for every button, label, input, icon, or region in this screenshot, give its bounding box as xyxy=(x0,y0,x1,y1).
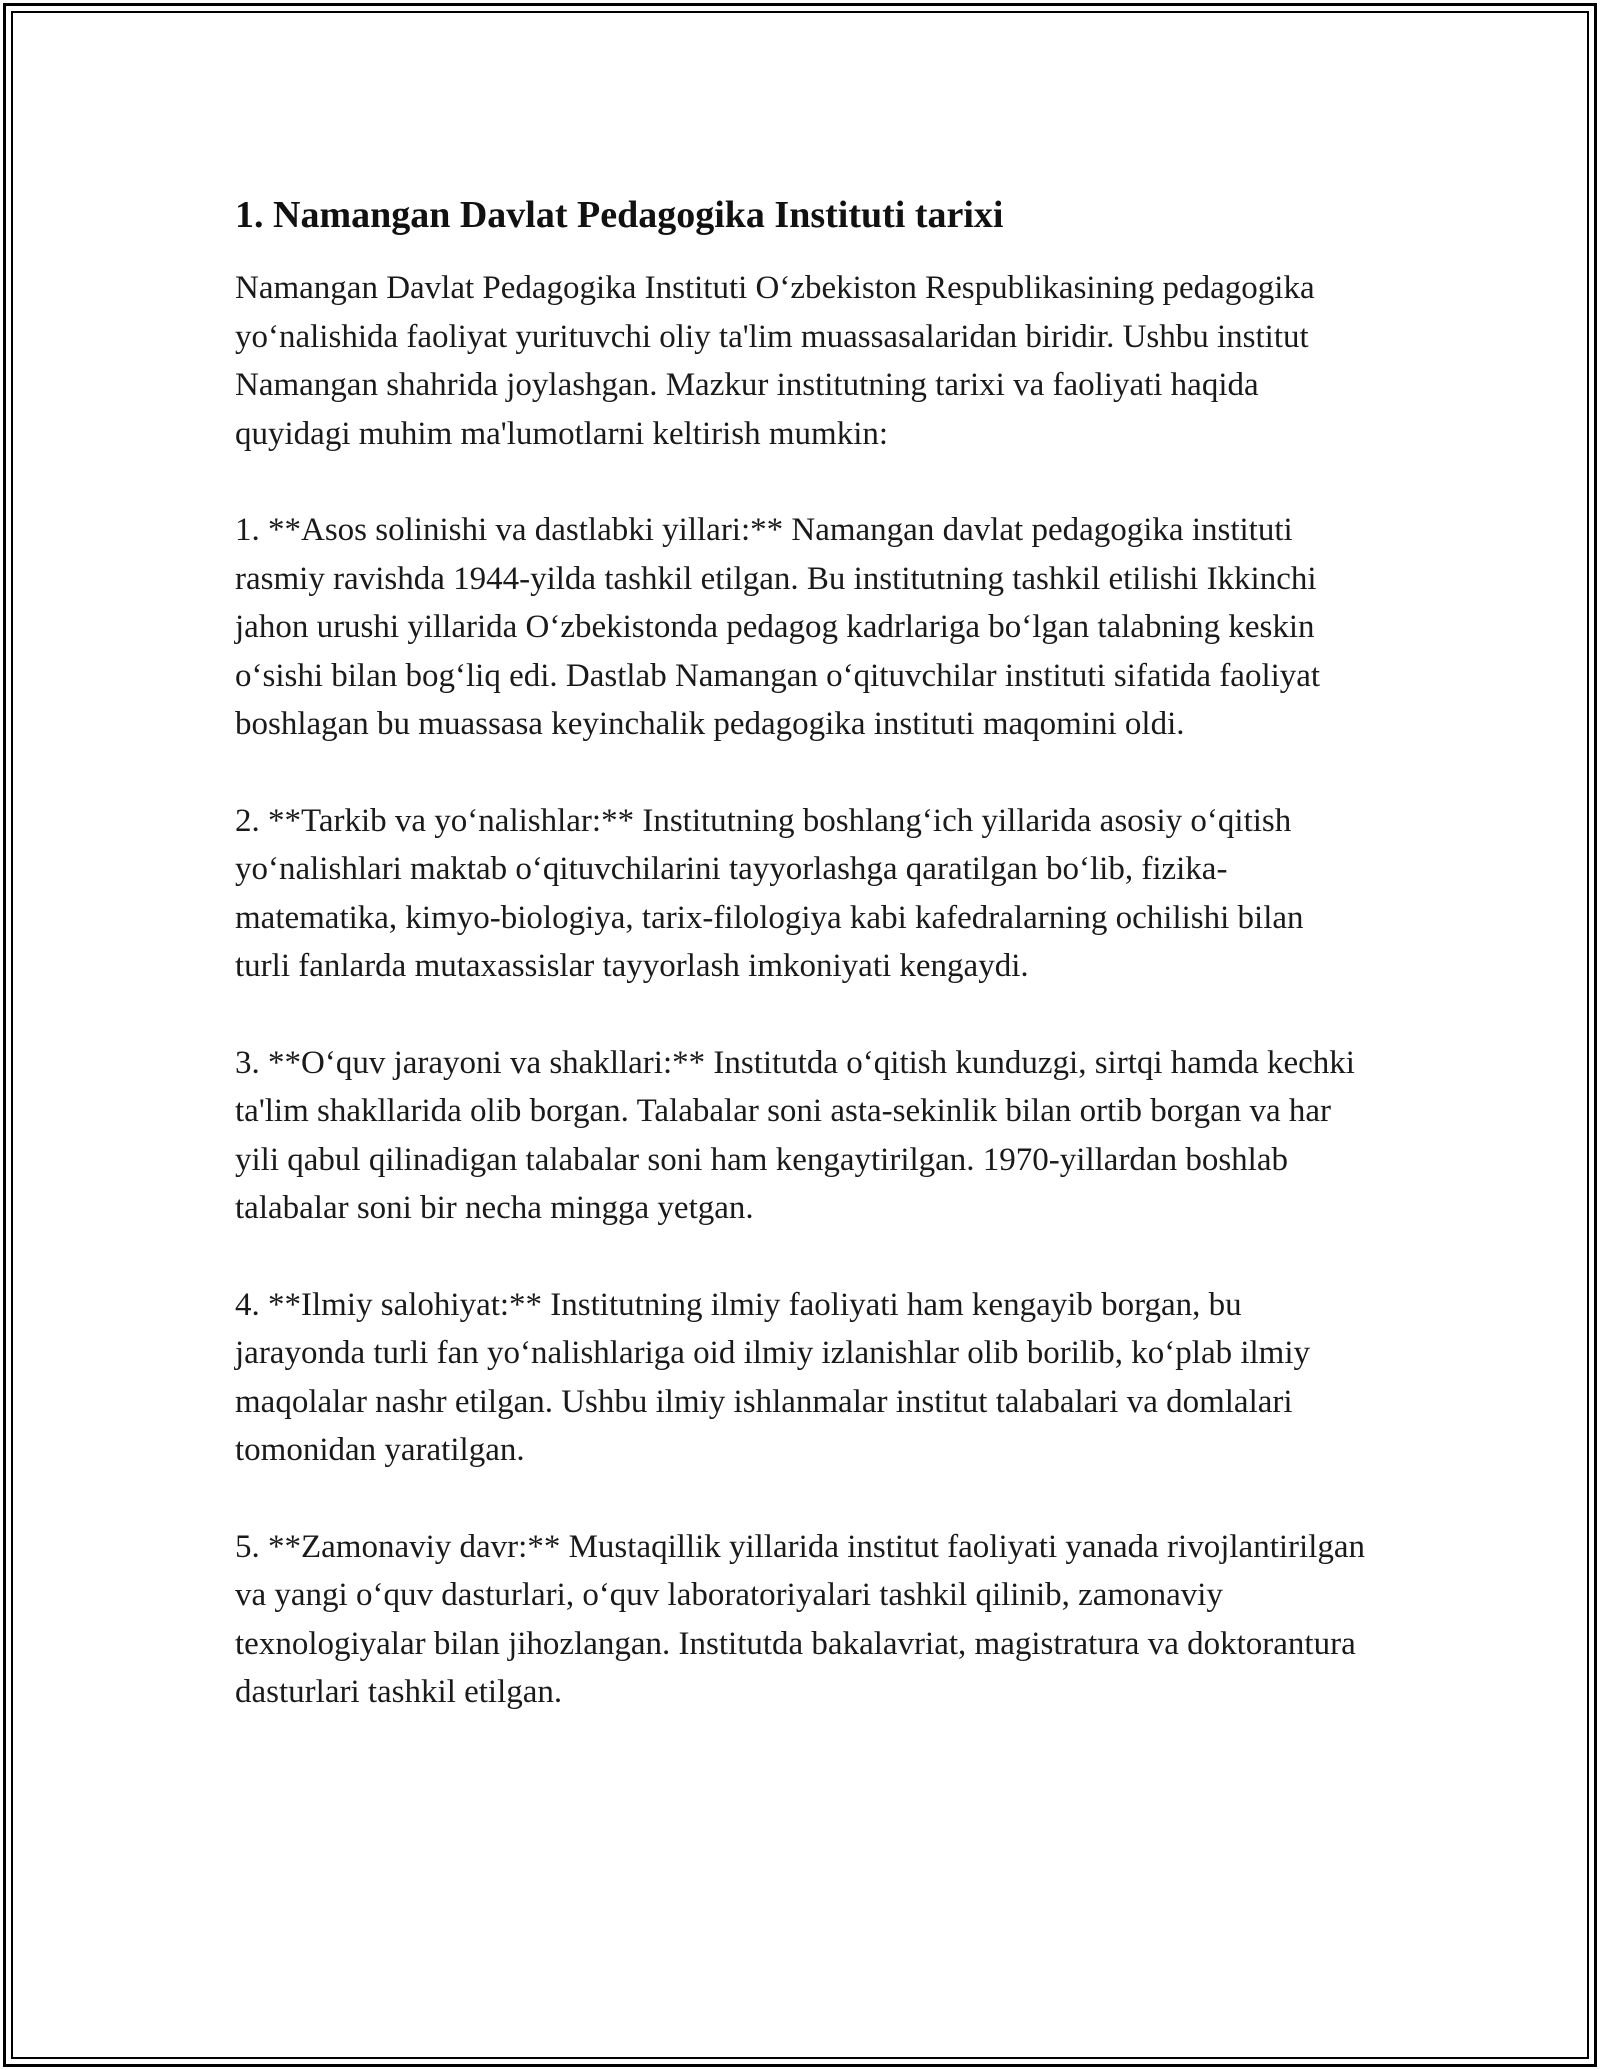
paragraph-education-process: 3. **O‘quv jarayoni va shakllari:** Institutda o‘qitish kunduzgi, sirtqi hamda kechki ta'lim shakllarida olib borgan. Talabalar soni asta-sekinlik bilan ortib borgan va har yili qabul qilinadigan talabalar soni ham kengaytirilgan. 1970-yillardan boshlab talabalar soni bir necha mingga yetgan. xyxy=(235,1044,1355,1226)
document-title: 1. Namangan Davlat Pedagogika Instituti tarixi xyxy=(235,194,1004,236)
paragraph-modern-era: 5. **Zamonaviy davr:** Mustaqillik yillarida institut faoliyati yanada rivojlantirilgan va yangi o‘quv dasturlari, o‘quv laboratoriyalari tashkil qilinib, zamonaviy texnologiyalar bilan jihozlangan. Institutda bakalavriat, magistratura va doktorantura dasturlari tashkil etilgan. xyxy=(235,1528,1366,1710)
paragraph-scientific-potential: 4. **Ilmiy salohiyat:** Institutning ilmiy faoliyati ham kengayib borgan, bu jarayonda turli fan yo‘nalishlariga oid ilmiy izlanishlar olib borilib, ko‘plab ilmiy maqolalar nashr etilgan. Ushbu ilmiy ishlanmalar institut talabalari va domlalari tomonidan yaratilgan. xyxy=(235,1286,1311,1468)
paragraph-structure: 2. **Tarkib va yo‘nalishlar:** Institutning boshlang‘ich yillarida asosiy o‘qitish yo‘nalishlari maktab o‘qituvchilarini tayyorlashga qaratilgan bo‘lib, fizika-matematika, kimyo-biologiya, tarix-filologiya kabi kafedralarning ochilishi bilan turli fanlarda mutaxassislar tayyorlash imkoniyati kengaydi. xyxy=(235,802,1304,984)
paragraph-founding: 1. **Asos solinishi va dastlabki yillari:** Namangan davlat pedagogika instituti rasmiy ravishda 1944-yilda tashkil etilgan. Bu institutning tashkil etilishi Ikkinchi jahon urushi yillarida O‘zbekistonda pedagog kadrlariga bo‘lgan talabning keskin o‘sishi bilan bog‘liq edi. Dastlab Namangan o‘qituvchilar instituti sifatida faoliyat boshlagan bu muassasa keyinchalik pedagogika instituti maqomini oldi. xyxy=(235,512,1321,742)
intro-paragraph: Namangan Davlat Pedagogika Instituti O‘zbekiston Respublikasining pedagogika yo‘nalishida faoliyat yurituvchi oliy ta'lim muassasalaridan biridir. Ushbu institut Namangan shahrida joylashgan. Mazkur institutning tarixi va faoliyati haqida quyidagi muhim ma'lumotlarni keltirish mumkin: xyxy=(235,270,1315,452)
document-body xyxy=(235,188,1365,1765)
